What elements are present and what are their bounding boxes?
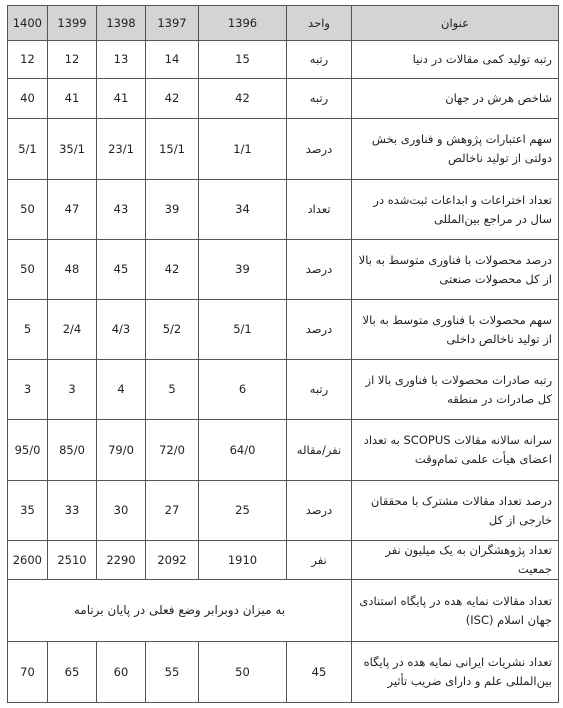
table-row — [8, 360, 559, 420]
row-title: تعداد نشریات ایرانی نمایه هده در پایگاه بین‌المللی علم و دارای ضریب تأثیر — [352, 642, 559, 703]
cell-1399: 65 — [48, 642, 97, 703]
row-unit: رتبه — [287, 79, 352, 119]
cell-1396: 50 — [199, 642, 287, 703]
table-row — [8, 119, 559, 180]
cell-1398: 41 — [97, 79, 146, 119]
header-1400: 1400 — [8, 6, 48, 41]
cell-1400: 50 — [8, 240, 48, 300]
spanned-target-cell: به میزان دوبرابر وضع فعلی در پایان برنامه — [8, 580, 352, 642]
cell-1396: 34 — [199, 180, 287, 240]
cell-1398: 13 — [97, 41, 146, 79]
cell-1397: 42 — [146, 240, 199, 300]
cell-1400: 95/0 — [8, 420, 48, 481]
cell-1400: 50 — [8, 180, 48, 240]
cell-1397: 39 — [146, 180, 199, 240]
header-1397: 1397 — [146, 6, 199, 41]
row-title: تعداد پژوهشگران به یک میلیون نفر جمعیت — [352, 541, 559, 580]
cell-1398: 2290 — [97, 541, 146, 580]
cell-1396: 1/1 — [199, 119, 287, 180]
cell-1397: 2092 — [146, 541, 199, 580]
cell-1399: 3 — [48, 360, 97, 420]
row-title: سهم اعتبارات پژوهش و فناوری بخش دولتی از تولید ناخالص — [352, 119, 559, 180]
table-row — [8, 300, 559, 360]
cell-1400: 40 — [8, 79, 48, 119]
row-title: سرانه سالانه مقالات SCOPUS به تعداد اعضای هیأت علمی تمام‌وقت — [352, 420, 559, 481]
cell-1399: 2510 — [48, 541, 97, 580]
row-title: رتبه تولید کمی مقالات در دنیا — [352, 41, 559, 79]
cell-1397: 55 — [146, 642, 199, 703]
row-unit: درصد — [287, 300, 352, 360]
table-row — [8, 41, 559, 79]
cell-1400: 3 — [8, 360, 48, 420]
row-unit: درصد — [287, 119, 352, 180]
cell-1396: 39 — [199, 240, 287, 300]
row-unit: نفر/مقاله — [287, 420, 352, 481]
row-unit: درصد — [287, 481, 352, 541]
header-1398: 1398 — [97, 6, 146, 41]
row-unit: رتبه — [287, 41, 352, 79]
table-row — [8, 481, 559, 541]
cell-1398: 45 — [97, 240, 146, 300]
row-unit: درصد — [287, 240, 352, 300]
table-row — [8, 79, 559, 119]
table-row — [8, 541, 559, 580]
cell-1400: 2600 — [8, 541, 48, 580]
cell-1398: 43 — [97, 180, 146, 240]
cell-1396: 64/0 — [199, 420, 287, 481]
cell-1399: 85/0 — [48, 420, 97, 481]
cell-1397: 5 — [146, 360, 199, 420]
cell-1399: 48 — [48, 240, 97, 300]
cell-1397: 14 — [146, 41, 199, 79]
header-1399: 1399 — [48, 6, 97, 41]
cell-1396: 5/1 — [199, 300, 287, 360]
header-unit: واحد — [287, 6, 352, 41]
table-row — [8, 180, 559, 240]
header-row — [8, 6, 559, 41]
cell-1399: 2/4 — [48, 300, 97, 360]
cell-1396: 15 — [199, 41, 287, 79]
cell-1399: 35/1 — [48, 119, 97, 180]
cell-1396: 6 — [199, 360, 287, 420]
cell-1397: 72/0 — [146, 420, 199, 481]
cell-1397: 15/1 — [146, 119, 199, 180]
row-unit: رتبه — [287, 360, 352, 420]
row-title: رتبه صادرات محصولات با فناوری بالا از کل صادرات در منطقه — [352, 360, 559, 420]
cell-1398: 23/1 — [97, 119, 146, 180]
cell-1399: 12 — [48, 41, 97, 79]
row-title: درصد محصولات با فناوری متوسط به بالا از کل محصولات صنعتی — [352, 240, 559, 300]
cell-1399: 47 — [48, 180, 97, 240]
cell-1396: 42 — [199, 79, 287, 119]
cell-1397: 5/2 — [146, 300, 199, 360]
cell-1398: 4 — [97, 360, 146, 420]
cell-1397: 42 — [146, 79, 199, 119]
cell-1399: 33 — [48, 481, 97, 541]
cell-1400: 35 — [8, 481, 48, 541]
cell-1398: 79/0 — [97, 420, 146, 481]
table-row-spanned — [8, 580, 559, 642]
row-title: تعداد اختراعات و ابداعات ثبت‌شده در سال در مراجع بین‌المللی — [352, 180, 559, 240]
row-title: درصد تعداد مقالات مشترک با محققان خارجی از کل — [352, 481, 559, 541]
table-row — [8, 420, 559, 481]
cell-1396: 1910 — [199, 541, 287, 580]
row-unit: نفر — [287, 541, 352, 580]
header-1396: 1396 — [199, 6, 287, 41]
row-title: شاخص هرش در جهان — [352, 79, 559, 119]
cell-1399: 41 — [48, 79, 97, 119]
cell-1400: 5/1 — [8, 119, 48, 180]
cell-1397: 27 — [146, 481, 199, 541]
row-unit: 45 — [287, 642, 352, 703]
row-title: سهم محصولات با فناوری متوسط به بالا از تولید ناخالص داخلی — [352, 300, 559, 360]
cell-1398: 30 — [97, 481, 146, 541]
cell-1400: 12 — [8, 41, 48, 79]
cell-1400: 5 — [8, 300, 48, 360]
table-row — [8, 642, 559, 703]
indicators-table — [7, 5, 559, 703]
row-unit: تعداد — [287, 180, 352, 240]
cell-1398: 4/3 — [97, 300, 146, 360]
cell-1398: 60 — [97, 642, 146, 703]
cell-1396: 25 — [199, 481, 287, 541]
row-title: تعداد مقالات نمایه هده در پایگاه استنادی جهان اسلام (ISC) — [352, 580, 559, 642]
header-title: عنوان — [352, 6, 559, 41]
table-row — [8, 240, 559, 300]
cell-1400: 70 — [8, 642, 48, 703]
